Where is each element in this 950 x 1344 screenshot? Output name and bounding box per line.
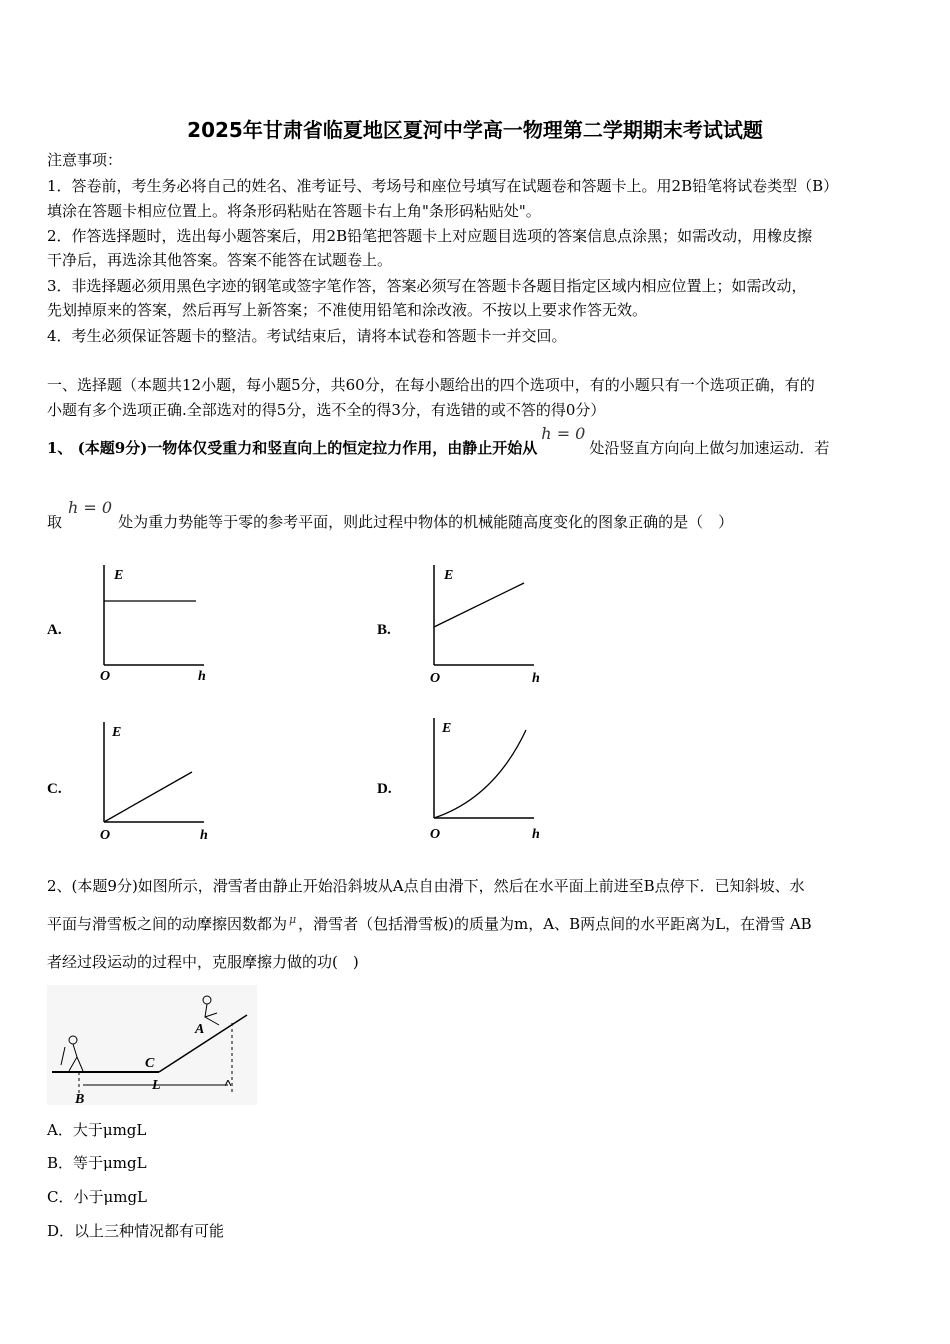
note-line: 3．非选择题必须用黑色字迹的钢笔或签字笔作答，答案必须写在答题卡各题目指定区域内相应位置上；如需改动， [47, 277, 807, 295]
graph-b [430, 565, 540, 686]
graph-a [100, 565, 206, 684]
axis-e: E [442, 721, 452, 736]
axis-h: h [532, 827, 540, 842]
q2-option-d[interactable]: D．以上三种情况都有可能 [47, 1222, 225, 1240]
q2-line: 者经过段运动的过程中，克服摩擦力做的功( ) [47, 953, 359, 971]
graph-d [430, 718, 540, 842]
axis-h: h [198, 669, 206, 684]
math-h0: h = 0 [68, 498, 113, 517]
page-title: 2025年甘肃省临夏地区夏河中学高一物理第二学期期末考试试题 [187, 118, 763, 142]
label-c: C [145, 1056, 155, 1071]
q2-text: 平面与滑雪板之间的动摩擦因数都为 [47, 915, 288, 933]
note-line: 填涂在答题卡相应位置上。将条形码粘贴在答题卡右上角"条形码粘贴处"。 [47, 202, 541, 220]
section-heading: 小题有多个选项正确.全部选对的得5分，选不全的得3分，有选错的或不答的得0分） [47, 401, 606, 419]
math-h0: h = 0 [541, 424, 586, 443]
q2-line: 2、(本题9分)如图所示，滑雪者由静止开始沿斜坡从A点自由滑下，然后在水平面上前进至B点停下．已知斜坡、水 [47, 877, 805, 895]
note-line: 2．作答选择题时，选出每小题答案后，用2B铅笔把答题卡上对应题目选项的答案信息点涂黑；如需改动，用橡皮擦 [47, 227, 813, 245]
option-a-label[interactable]: A. [47, 622, 62, 638]
axis-e: E [114, 568, 124, 583]
label-a: A [195, 1022, 205, 1037]
notes-heading: 注意事项： [47, 151, 123, 169]
axis-e: E [112, 725, 122, 740]
section-heading: 一、选择题（本题共12小题，每小题5分，共60分，在每小题给出的四个选项中，有的小题只有一个选项正确，有的 [47, 376, 815, 394]
option-c-label[interactable]: C. [47, 781, 62, 797]
label-b: B [75, 1092, 85, 1107]
axis-e: E [444, 568, 454, 583]
q1-text: 取 [47, 513, 63, 531]
q2-option-a[interactable]: A．大于μmgL [47, 1121, 147, 1139]
origin: O [100, 669, 111, 684]
axis-h: h [532, 671, 540, 686]
origin: O [430, 827, 441, 842]
note-line: 1．答卷前，考生务必将自己的姓名、准考证号、考场号和座位号填写在试题卷和答题卡上。用2B铅笔将试卷类型（B） [47, 177, 839, 195]
option-b-label[interactable]: B. [377, 622, 391, 638]
q2-option-b[interactable]: B．等于μmgL [47, 1154, 147, 1172]
origin: O [100, 828, 111, 843]
axis-h: h [200, 828, 208, 843]
q2-line [47, 914, 812, 936]
q1-text: 处为重力势能等于零的参考平面，则此过程中物体的机械能随高度变化的图象正确的是（ ） [118, 513, 734, 531]
option-d-label[interactable]: D. [377, 781, 392, 797]
q1-text: 处沿竖直方向向上做匀加速运动．若 [589, 439, 830, 457]
q2-option-c[interactable]: C．小于μmgL [47, 1188, 148, 1206]
note-line: 先划掉原来的答案，然后再写上新答案；不准使用铅笔和涂改液。不按以上要求作答无效。 [47, 301, 648, 319]
origin: O [430, 671, 441, 686]
q1-text: 1、 (本题9分)一物体仅受重力和竖直向上的恒定拉力作用，由静止开始从 [47, 439, 538, 457]
label-l: L [152, 1078, 161, 1093]
graph-c [100, 722, 208, 843]
skier-figure [47, 985, 257, 1107]
note-line: 4．考生必须保证答题卡的整洁。考试结束后，请将本试卷和答题卡一并交回。 [47, 327, 567, 345]
note-line: 干净后，再选涂其他答案。答案不能答在试题卷上。 [47, 251, 393, 269]
mu-symbol: μ [289, 913, 297, 926]
q2-text: ，滑雪者（包括滑雪板)的质量为m，A、B两点间的水平距离为L，在滑雪 AB [298, 915, 812, 933]
